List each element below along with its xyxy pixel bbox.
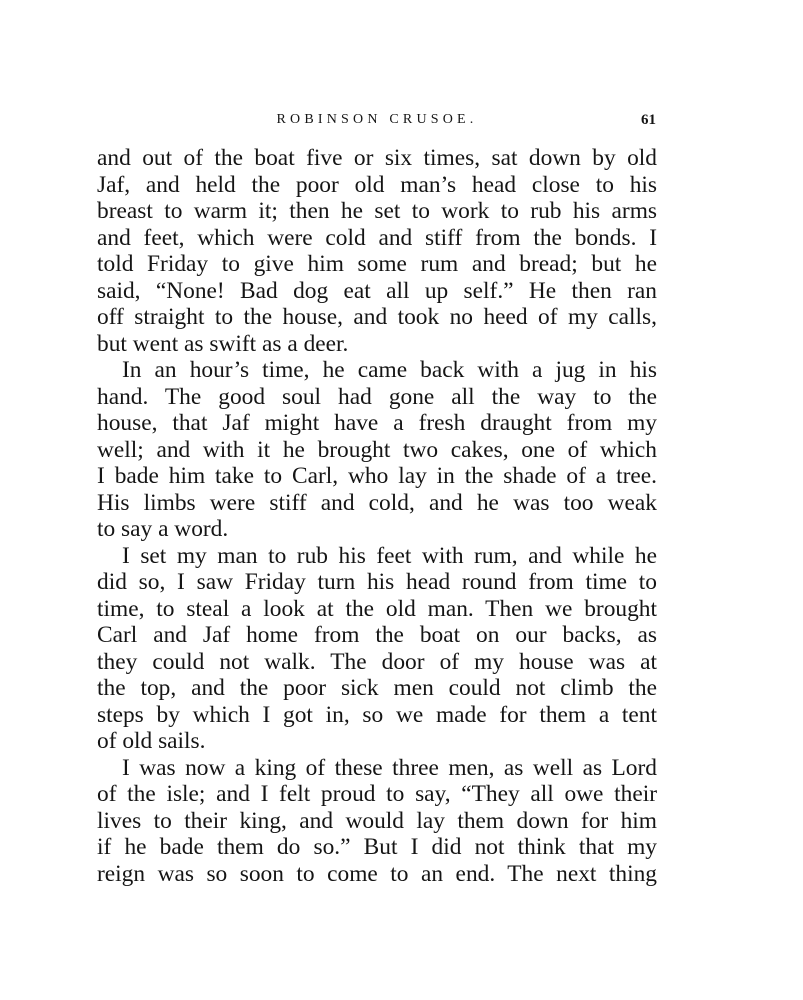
text-line: I bade him take to Carl, who lay in the shade of a tree. [97,463,657,489]
text-line: house, that Jaf might have a fresh draught from my [97,410,657,436]
text-line: of the isle; and I felt proud to say, “They all owe their [97,781,657,807]
text-line: breast to warm it; then he set to work to rub his arms [97,198,657,224]
text-line: did so, I saw Friday turn his head round from time to [97,569,657,595]
running-head [98,109,656,133]
paragraph-first-line: I was now a king of these three men, as well as Lord [122,754,657,781]
text-line: to say a word. [97,516,229,542]
text-line: lives to their king, and would lay them down for him [97,807,657,834]
text-line: said, “None! Bad dog eat all up self.” He then ran [97,277,657,304]
text-line: the top, and the poor sick men could not climb the [97,675,657,701]
page-number: 61 [641,112,656,128]
text-line: if he bade them do so.” But I did not think that my [97,834,657,860]
text-line: His limbs were stiff and cold, and he was too weak [97,489,657,516]
text-line: well; and with it he brought two cakes, one of which [97,436,657,463]
running-title: ROBINSON CRUSOE. [276,112,478,127]
text-line: reign was so soon to come to an end. The next thing [97,860,657,887]
text-line: off straight to the house, and took no heed of my calls, [97,304,657,330]
text-line: of old sails. [97,728,206,754]
text-line: hand. The good soul had gone all the way to the [97,383,657,410]
text-line: Carl and Jaf home from the boat on our backs, as [97,622,657,648]
text-line: but went as swift as a deer. [97,330,349,357]
text-line: and feet, which were cold and stiff from the bonds. I [97,224,657,251]
text-line: told Friday to give him some rum and bread; but he [97,251,657,277]
text-line: and out of the boat five or six times, sat down by old [97,145,657,171]
paragraph-first-line: In an hour’s time, he came back with a jug in his [122,357,657,383]
text-line: they could not walk. The door of my house was at [97,648,657,675]
paragraph-first-line: I set my man to rub his feet with rum, and while he [122,542,657,569]
text-line: steps by which I got in, so we made for them a tent [97,701,657,728]
body-text [97,145,657,887]
text-line: Jaf, and held the poor old man’s head close to his [97,171,657,198]
text-line: time, to steal a look at the old man. Then we brought [97,595,657,622]
